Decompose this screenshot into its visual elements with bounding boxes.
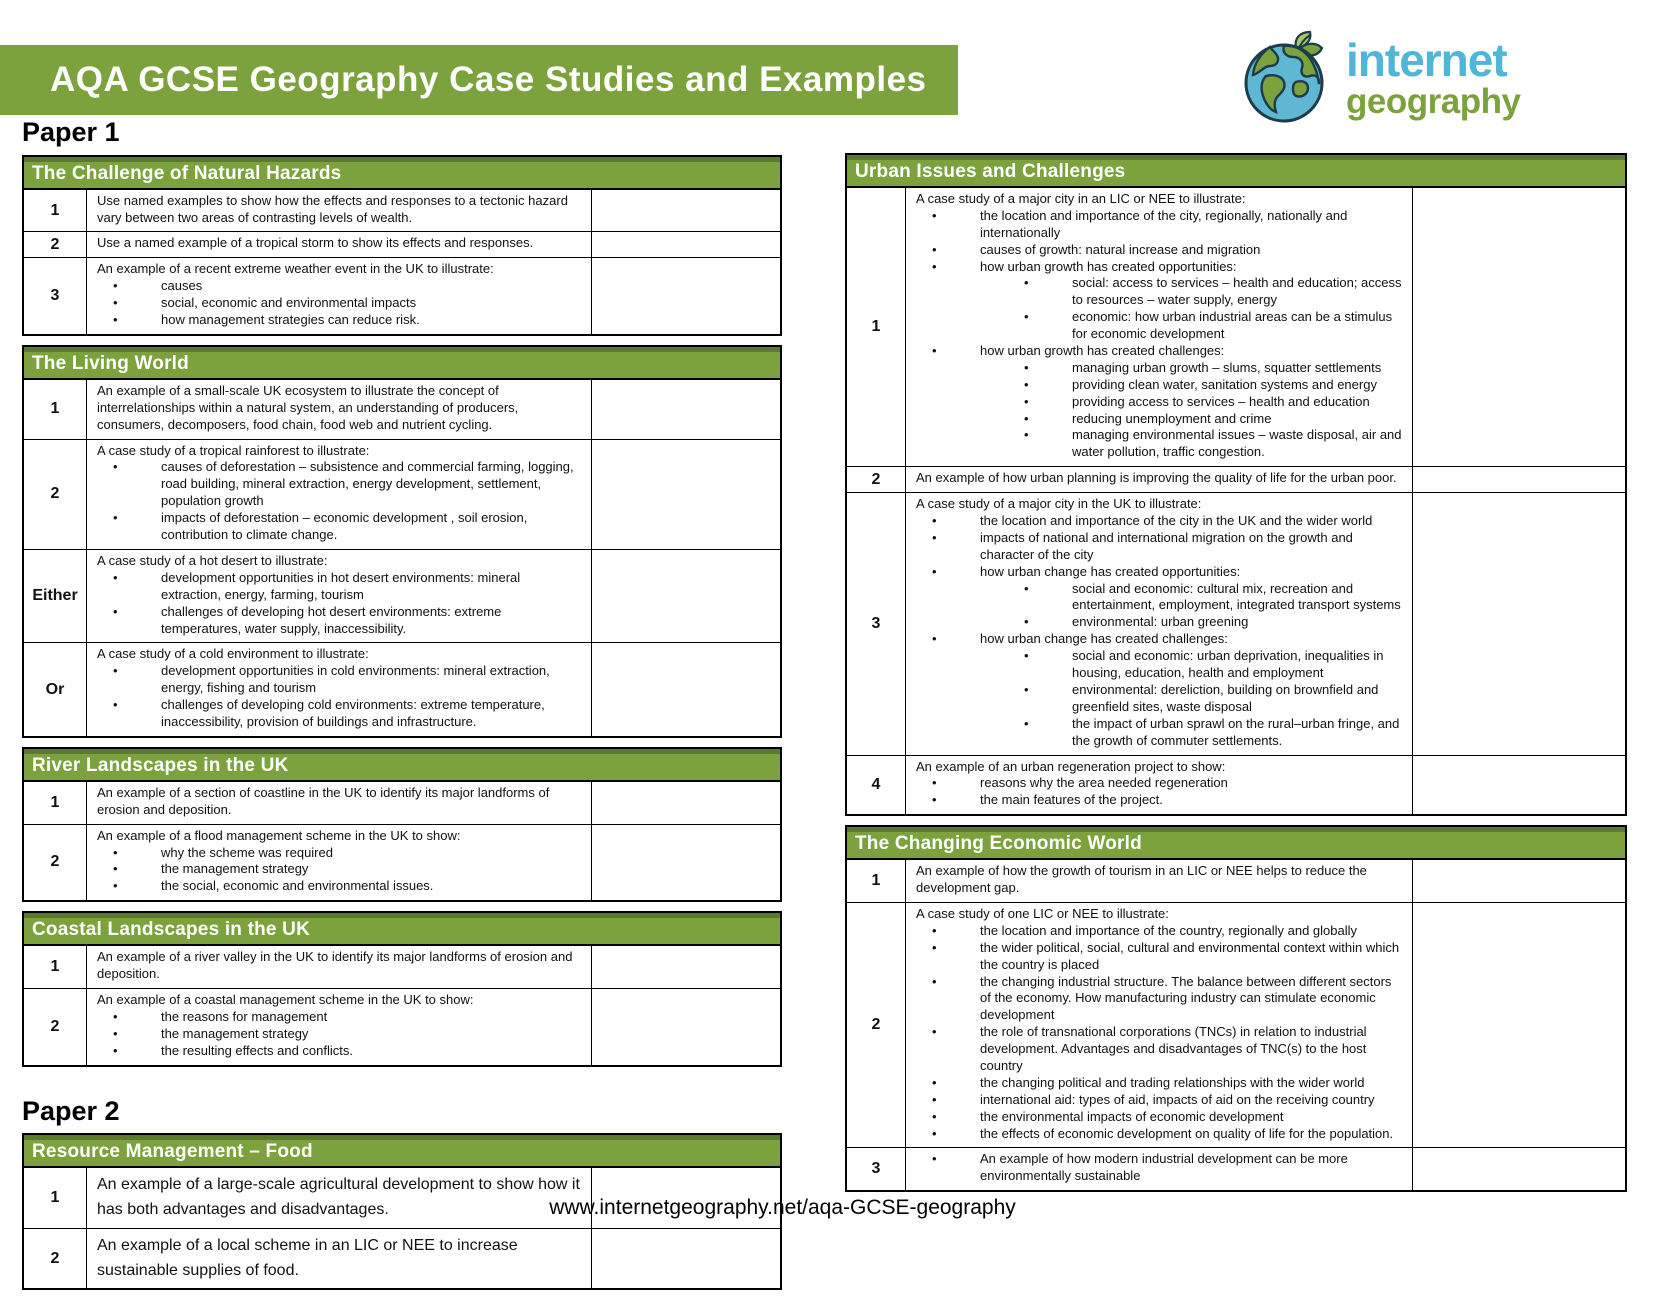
bullet-text: social: access to services – health and education; access to resources – water supply, energy [1072, 275, 1402, 308]
row-intro-text: An example of a recent extreme weather event in the UK to illustrate: [97, 261, 494, 277]
row-description-cell [87, 946, 592, 988]
row-intro-text: An example of a river valley in the UK to identify its major landforms of erosion and deposition. [97, 949, 573, 982]
bullet-item [916, 530, 1402, 564]
row-number-cell: 2 [847, 903, 906, 1147]
row-description-cell [87, 643, 592, 735]
case-row [24, 946, 780, 989]
bullet-icon: • [1024, 614, 1029, 630]
bullet-icon: • [932, 939, 937, 955]
bullet-text: managing urban growth – slums, squatter settlements [1072, 359, 1382, 375]
bullet-item [916, 775, 1402, 792]
section-title: River Landscapes in the UK [32, 754, 289, 776]
row-answer-cell [592, 440, 780, 549]
row-intro-text: A case study of one LIC or NEE to illustrate: [916, 905, 1169, 921]
bullet-item [916, 427, 1402, 461]
section-table [22, 345, 782, 738]
bullet-text: development opportunities in hot desert environments: mineral extraction, energy, farming, tourism [161, 569, 521, 602]
section-title-bar [24, 913, 780, 946]
section-table [22, 911, 782, 1066]
internet-geography-logo [1240, 30, 1660, 125]
bullet-item [916, 940, 1402, 974]
bullet-text: environmental: dereliction, building on brownfield and greenfield sites, waste disposal [1072, 681, 1379, 714]
row-description-cell [87, 1229, 592, 1289]
row-answer-cell [592, 643, 780, 735]
bullet-text: why the scheme was required [161, 844, 333, 860]
bullet-text: impacts of deforestation – economic development , soil erosion, contribution to climate change. [161, 510, 528, 543]
bullet-item [916, 208, 1402, 242]
bullet-text: the environmental impacts of economic development [980, 1108, 1284, 1124]
case-row [24, 380, 780, 440]
bullet-icon: • [1024, 275, 1029, 291]
section-title: Resource Management – Food [32, 1141, 313, 1163]
bullet-text: impacts of national and international migration on the growth and character of the city [980, 529, 1353, 562]
bullet-icon: • [1024, 376, 1029, 392]
case-row [847, 188, 1625, 467]
section-title: The Living World [32, 352, 189, 374]
bullet-icon: • [932, 922, 937, 938]
bullet-text: the main features of the project. [980, 792, 1163, 808]
bullet-item [916, 259, 1402, 276]
bullet-text: environmental: urban greening [1072, 614, 1249, 630]
section-title-bar [847, 827, 1625, 860]
bullet-icon: • [932, 343, 937, 359]
bullet-icon: • [932, 1108, 937, 1124]
bullet-icon: • [113, 295, 118, 311]
row-intro-text: An example of a small-scale UK ecosystem to illustrate the concept of interrelationships within a natural system, an understanding of producers, consumers, decomposers, food chain, food web and nutrient cycling. [97, 382, 519, 432]
row-number-cell: 3 [24, 258, 87, 334]
bullet-icon: • [1024, 715, 1029, 731]
row-description-cell [87, 232, 592, 257]
bullet-text: the social, economic and environmental issues. [161, 878, 434, 894]
bullet-item [916, 275, 1402, 309]
case-row [847, 903, 1625, 1148]
row-intro-text: Use named examples to show how the effects and responses to a tectonic hazard vary between two areas of contrasting levels of wealth. [97, 192, 568, 225]
bullet-item [97, 278, 581, 295]
row-number-cell: 2 [24, 440, 87, 549]
bullet-text: providing clean water, sanitation systems and energy [1072, 376, 1377, 392]
bullet-text: economic: how urban industrial areas can be a stimulus for economic development [1072, 309, 1393, 342]
bullet-text: how urban growth has created opportunities: [980, 258, 1237, 274]
bullet-text: the changing industrial structure. The balance between different sectors of the economy. How manufacturing industry can stimulate economic development [980, 973, 1392, 1023]
case-row [24, 258, 780, 334]
row-description-cell [87, 782, 592, 824]
row-number-cell: Or [24, 643, 87, 735]
bullet-text: An example of how modern industrial development can be more environmentally sustainable [980, 1151, 1348, 1184]
row-answer-cell [592, 782, 780, 824]
row-number-cell: 1 [24, 782, 87, 824]
row-answer-cell [1413, 903, 1625, 1147]
row-intro-text: A case study of a cold environment to illustrate: [97, 646, 369, 662]
app-banner [0, 45, 958, 115]
bullet-icon: • [932, 631, 937, 647]
row-number-cell: 4 [847, 756, 906, 815]
bullet-icon: • [1024, 359, 1029, 375]
section-title-bar [24, 157, 780, 190]
row-intro-text: A case study of a major city in an LIC or NEE to illustrate: [916, 191, 1246, 206]
section-title-bar [847, 155, 1625, 188]
bullet-icon: • [113, 569, 118, 585]
case-row [24, 782, 780, 825]
bullet-text: the management strategy [161, 861, 309, 877]
row-description-cell [87, 190, 592, 232]
row-answer-cell [592, 550, 780, 642]
bullet-item [916, 411, 1402, 428]
bullet-icon: • [932, 1091, 937, 1107]
paper-1-heading: Paper 1 [22, 117, 120, 147]
row-intro-text: A case study of a major city in the UK to illustrate: [916, 496, 1202, 512]
row-answer-cell [592, 258, 780, 334]
bullet-icon: • [1024, 410, 1029, 426]
row-answer-cell [1413, 860, 1625, 902]
section-table [845, 153, 1627, 816]
bullet-item [916, 923, 1402, 940]
row-intro-text: An example of how the growth of tourism in an LIC or NEE helps to reduce the development gap. [916, 863, 1367, 896]
section-title-bar [24, 749, 780, 782]
bullet-text: the location and importance of the city in the UK and the wider world [980, 513, 1373, 529]
bullet-item [916, 614, 1402, 631]
row-number-cell: 2 [24, 1229, 87, 1289]
bullet-icon: • [932, 207, 937, 223]
row-number-cell: 1 [24, 190, 87, 232]
row-answer-cell [1413, 756, 1625, 815]
row-description-cell [87, 440, 592, 549]
bullet-item [97, 604, 581, 638]
bullet-icon: • [113, 510, 118, 526]
row-description-cell [87, 380, 592, 439]
bullet-icon: • [1024, 681, 1029, 697]
bullet-text: how urban change has created opportunities: [980, 563, 1241, 579]
bullet-item [97, 861, 581, 878]
bullet-item [916, 564, 1402, 581]
bullet-item [97, 295, 581, 312]
bullet-item [916, 309, 1402, 343]
row-number-cell: 1 [24, 1168, 87, 1228]
row-number-cell: Either [24, 550, 87, 642]
bullet-item [97, 697, 581, 731]
row-answer-cell [1413, 1148, 1625, 1190]
bullet-item [916, 1075, 1402, 1092]
bullet-item [916, 1151, 1402, 1185]
bullet-text: causes of deforestation – subsistence and commercial farming, logging, road building, mineral extraction, energy development, settlement, population growth [161, 459, 574, 509]
row-answer-cell [592, 232, 780, 257]
logo-word-internet: internet [1346, 33, 1507, 86]
bullet-item [97, 1026, 581, 1043]
row-intro-text: An example of a local scheme in an LIC or NEE to increase sustainable supplies of food. [97, 1236, 518, 1279]
paper-1-tables [22, 155, 782, 1067]
bullet-text: international aid: types of aid, impacts of aid on the receiving country [980, 1091, 1375, 1107]
bullet-item [916, 1092, 1402, 1109]
bullet-item [916, 513, 1402, 530]
section-title-bar [24, 1135, 780, 1168]
bullet-icon: • [113, 697, 118, 713]
case-row [24, 232, 780, 258]
row-description-cell [87, 550, 592, 642]
row-answer-cell [1413, 467, 1625, 492]
case-row [24, 190, 780, 233]
bullet-item [916, 648, 1402, 682]
bullet-item [916, 242, 1402, 259]
row-number-cell: 2 [24, 989, 87, 1065]
section-title: The Changing Economic World [855, 833, 1142, 855]
bullet-text: causes of growth: natural increase and migration [980, 241, 1261, 257]
bullet-text: the impact of urban sprawl on the rural–urban fringe, and the growth of commuter settlements. [1072, 715, 1400, 748]
bullet-item [916, 974, 1402, 1025]
globe-icon [1240, 30, 1340, 125]
bullet-text: development opportunities in cold environments: mineral extraction, energy, fishing and tourism [161, 663, 550, 696]
bullet-text: the role of transnational corporations (TNCs) in relation to industrial development. Advantages and disadvantages of TNC(s) to the host country [980, 1024, 1367, 1073]
row-number-cell: 1 [24, 380, 87, 439]
row-description-cell [87, 258, 592, 334]
bullet-icon: • [113, 663, 118, 679]
row-answer-cell [1413, 188, 1625, 466]
bullet-icon: • [932, 258, 937, 274]
bullet-item [97, 1009, 581, 1026]
bullet-text: providing access to services – health and education [1072, 393, 1370, 409]
bullet-icon: • [113, 312, 118, 328]
row-intro-text: An example of a coastal management scheme in the UK to show: [97, 991, 474, 1007]
footer-url: www.internetgeography.net/aqa-GCSE-geography [549, 1196, 1016, 1219]
case-row [847, 493, 1625, 755]
row-number-cell: 3 [847, 1148, 906, 1190]
bullet-item [916, 1024, 1402, 1075]
bullet-item [916, 631, 1402, 648]
case-row [24, 989, 780, 1065]
row-intro-text: Use a named example of a tropical storm to show its effects and responses. [97, 235, 534, 251]
case-row [24, 643, 780, 735]
row-description-cell [906, 903, 1413, 1147]
section-table [22, 747, 782, 902]
case-row [24, 440, 780, 550]
bullet-icon: • [1024, 309, 1029, 325]
bullet-icon: • [1024, 580, 1029, 596]
paper-2-heading: Paper 2 [22, 1095, 120, 1126]
right-tables [845, 153, 1627, 1192]
row-number-cell: 1 [847, 188, 906, 466]
bullet-icon: • [932, 1125, 937, 1141]
bullet-text: social and economic: cultural mix, recreation and entertainment, employment, integrated transport systems [1072, 580, 1401, 613]
bullet-item [97, 459, 581, 510]
bullet-icon: • [113, 278, 118, 294]
bullet-icon: • [1024, 648, 1029, 664]
section-title: Urban Issues and Challenges [855, 161, 1126, 182]
row-number-cell: 3 [847, 493, 906, 754]
row-description-cell [87, 825, 592, 901]
row-answer-cell [592, 946, 780, 988]
bullet-icon: • [932, 1024, 937, 1040]
bullet-icon: • [113, 844, 118, 860]
row-description-cell [906, 467, 1413, 492]
bullet-icon: • [113, 1042, 118, 1058]
bullet-icon: • [932, 563, 937, 579]
bullet-icon: • [113, 1025, 118, 1041]
bullet-item [916, 581, 1402, 615]
bullet-text: the management strategy [161, 1025, 309, 1041]
bullet-text: the changing political and trading relationships with the wider world [980, 1074, 1365, 1090]
bullet-icon: • [1024, 393, 1029, 409]
row-answer-cell [1413, 493, 1625, 754]
case-row [847, 756, 1625, 815]
case-row [847, 467, 1625, 493]
bullet-text: causes [161, 278, 203, 294]
row-answer-cell [592, 989, 780, 1065]
bullet-icon: • [932, 973, 937, 989]
bullet-icon: • [932, 1074, 937, 1090]
bullet-item [97, 663, 581, 697]
bullet-text: how management strategies can reduce risk. [161, 312, 420, 328]
row-intro-text: An example of an urban regeneration project to show: [916, 758, 1226, 774]
bullet-icon: • [1024, 427, 1029, 443]
row-answer-cell [592, 825, 780, 901]
bullet-text: social and economic: urban deprivation, inequalities in housing, education, health and employment [1072, 648, 1384, 681]
row-answer-cell [592, 190, 780, 232]
bullet-text: the location and importance of the country, regionally and globally [980, 922, 1357, 938]
bullet-text: the location and importance of the city, regionally, nationally and internationally [980, 207, 1348, 240]
row-intro-text: An example of a flood management scheme in the UK to show: [97, 827, 461, 843]
logo-word-geography: geography [1346, 81, 1521, 121]
bullet-text: the resulting effects and conflicts. [161, 1042, 353, 1058]
bullet-icon: • [932, 529, 937, 545]
row-description-cell [906, 188, 1413, 466]
row-description-cell [906, 860, 1413, 902]
left-column [22, 118, 782, 1299]
row-description-cell [906, 1148, 1413, 1190]
bullet-icon: • [932, 241, 937, 257]
bullet-text: how urban change has created challenges: [980, 631, 1228, 647]
bullet-icon: • [932, 1151, 937, 1167]
row-answer-cell [592, 1229, 780, 1289]
row-intro-text: A case study of a hot desert to illustrate: [97, 552, 328, 568]
row-intro-text: An example of a large-scale agricultural development to show how it has both advantages and disadvantages. [97, 1176, 580, 1219]
section-title: The Challenge of Natural Hazards [32, 162, 342, 184]
case-row [847, 1148, 1625, 1190]
row-intro-text: A case study of a tropical rainforest to illustrate: [97, 442, 370, 458]
bullet-item [97, 570, 581, 604]
bullet-icon: • [113, 861, 118, 877]
row-intro-text: An example of how urban planning is improving the quality of life for the urban poor. [916, 470, 1397, 486]
section-title-bar [24, 347, 780, 380]
section-title: Coastal Landscapes in the UK [32, 919, 311, 941]
bullet-item [97, 510, 581, 544]
bullet-icon: • [932, 775, 937, 791]
case-row [24, 550, 780, 643]
bullet-text: challenges of developing hot desert environments: extreme temperatures, water supply, inaccessibility. [161, 603, 502, 636]
page-title: AQA GCSE Geography Case Studies and Examples [50, 60, 927, 99]
bullet-icon: • [113, 603, 118, 619]
bullet-item [916, 343, 1402, 360]
bullet-item [97, 878, 581, 895]
bullet-item [916, 394, 1402, 411]
case-row [847, 860, 1625, 903]
bullet-item [916, 1126, 1402, 1143]
bullet-text: the effects of economic development on quality of life for the population. [980, 1125, 1394, 1141]
bullet-item [916, 1109, 1402, 1126]
row-intro-text: An example of a section of coastline in the UK to identify its major landforms of erosion and deposition. [97, 784, 550, 817]
row-description-cell [906, 756, 1413, 815]
bullet-item [916, 377, 1402, 394]
row-description-cell [906, 493, 1413, 754]
right-column [845, 153, 1627, 1201]
bullet-text: reducing unemployment and crime [1072, 410, 1272, 426]
row-answer-cell [592, 380, 780, 439]
bullet-icon: • [113, 878, 118, 894]
bullet-text: how urban growth has created challenges: [980, 343, 1225, 359]
bullet-item [916, 360, 1402, 377]
bullet-text: challenges of developing cold environments: extreme temperature, inaccessibility, provision of buildings and infrastructure. [161, 697, 545, 729]
row-number-cell: 2 [24, 825, 87, 901]
bullet-item [97, 845, 581, 862]
bullet-item [97, 312, 581, 329]
bullet-text: the reasons for management [161, 1008, 328, 1024]
bullet-text: reasons why the area needed regeneration [980, 775, 1228, 791]
logo-wordmark [1346, 33, 1521, 121]
row-number-cell: 1 [847, 860, 906, 902]
page-footer [0, 1196, 1565, 1220]
bullet-icon: • [932, 513, 937, 529]
bullet-item [916, 716, 1402, 750]
row-number-cell: 2 [24, 232, 87, 257]
row-number-cell: 2 [847, 467, 906, 492]
bullet-item [97, 1043, 581, 1060]
bullet-item [916, 682, 1402, 716]
bullet-icon: • [113, 1008, 118, 1024]
bullet-text: the wider political, social, cultural and environmental context within which the country is placed [980, 939, 1400, 972]
case-row [24, 825, 780, 901]
bullet-item [916, 792, 1402, 809]
row-number-cell: 1 [24, 946, 87, 988]
bullet-icon: • [113, 459, 118, 475]
row-description-cell [87, 989, 592, 1065]
bullet-text: social, economic and environmental impacts [161, 295, 417, 311]
section-table [845, 825, 1627, 1192]
bullet-icon: • [932, 792, 937, 808]
bullet-text: managing environmental issues – waste disposal, air and water pollution, traffic congestion. [1072, 427, 1402, 460]
case-row [24, 1229, 780, 1289]
section-table [22, 155, 782, 336]
